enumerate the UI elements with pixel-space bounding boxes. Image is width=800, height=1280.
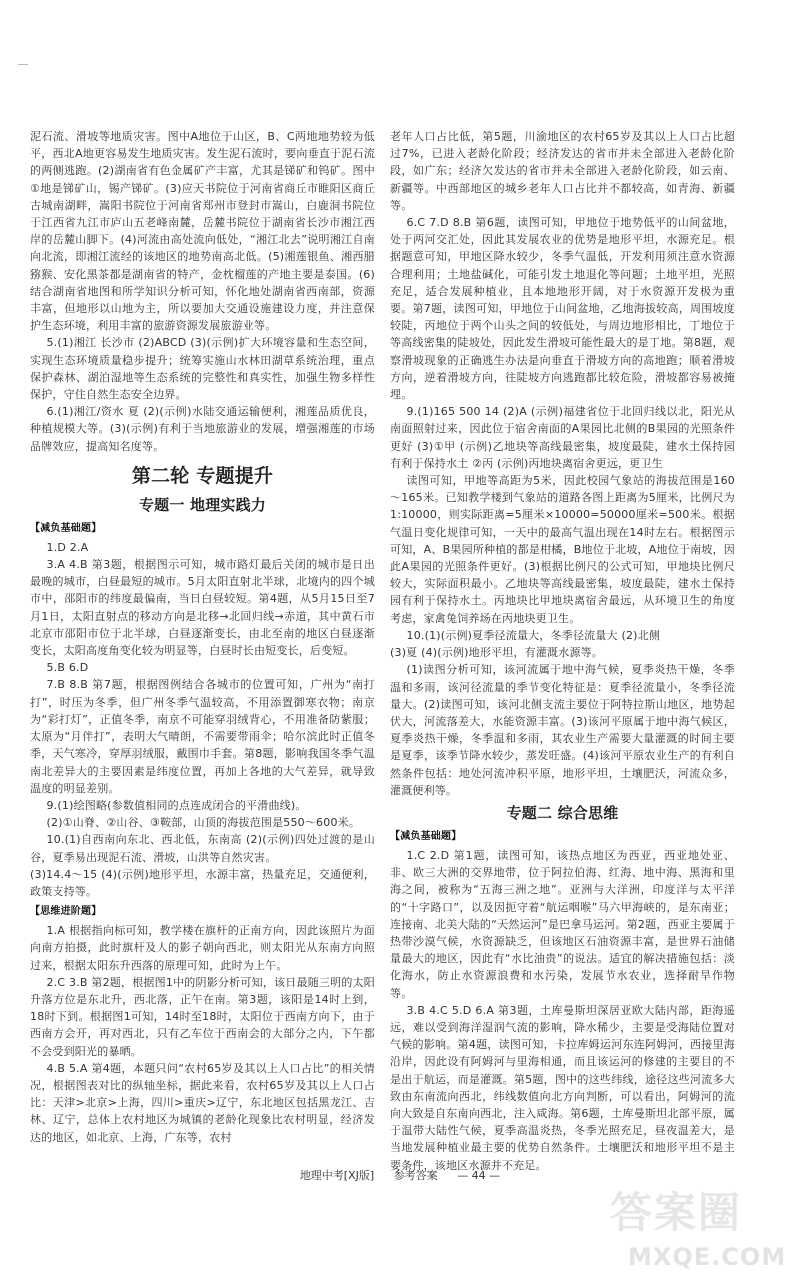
left-column (30, 128, 375, 1146)
watermark-text: 答案圈 (610, 1188, 743, 1237)
answer-line: 1.C 2.D 第1题，读图可知，该热点地区为西亚，西亚地处亚、非、欧三大洲的交界地带，位于阿拉伯海、红海、地中海、黑海和里海之间，被称为“五海三洲之地”。亚洲与大洋洲，印度洋与太平洋的“十字路口”，以及因扼守着“航运咽喉”马六甲海峡的，是东南亚；连接南、北美大陆的“天然运河”是巴拿马运河。第2题，西亚主要属于热带沙漠气候，水资源缺乏，但该地区石油资源丰富，是世界石油储量最大的地区，因此有“水比油贵”的说法。适宜的解决措施包括：淡化海水，防止水资源浪费和水污染，发展节水农业，选择耐旱作物等。 (390, 848, 735, 1000)
footer-section: 参考答案 (393, 1169, 438, 1182)
paragraph: 5.(1)湘江 长沙市 (2)ABCD (3)(示例)扩大环境容量和生态空间，实现生态环境质量稳步提升；统筹实施山水林田湖草系统治理，重点保护森林、湖泊湿地等生态系统的完整性和真实性，加强生物多样性保护，守住自然生态安全边界。 (30, 336, 375, 402)
explanation: (1)读图分析可知，该河流属于地中海气候，夏季炎热干燥，冬季温和多雨，该河径流量的季节变化特征是：夏季径流量小，冬季径流量大。(2)读图可知，该河北侧支流主要位于阿特拉斯山地区，地势起伏大，河流落差大，水能资源丰富。(3)该河平原属于地中海气候区，夏季炎热干燥，冬季温和多雨，其农业生产需要大量灌溉的时间主要是夏季，该季节降水较少，蒸发旺盛。(4)该河平原农业生产的有利自然条件包括：地处河流冲积平原，地形平坦，土壤肥沃，河流众多，灌溉便利等。 (390, 663, 735, 797)
page-number: — 44 — (457, 1169, 501, 1182)
answer-line: 2.C 3.B 第2题，根据图1中的阴影分析可知，该日最随三明的太阳升落方位是东北升，西北落，正午在南。第3题，该阳是14时上到，18时下到。根据图1可知，14时至18时，太阳位于西南方向下，由于西南方会开，再对西北，只有乙车位于西南会的大部分之内，下午都不会受到阳光的暴晒。 (30, 975, 375, 1058)
section-label: 【减负基础题】 (390, 830, 462, 842)
answer-line: 9.(1)绘图略(参数值相同的点连成闭合的平滑曲线)。 (46, 798, 307, 812)
watermark-url: MXQE.COM (628, 1243, 787, 1271)
paragraph: 老年人口占比低，第5题，川渝地区的农村65岁及其以上人口占比超过7%，已进入老龄化阶段；经济发达的省市并未全部进入老龄化阶段，如广东；经济欠发达的省市并未全部进入老龄化阶段，如云南、新疆等。中西部地区的城乡老年人口占比并不都较高，如青海、新疆等。 (390, 130, 735, 212)
footer-book-title: 地理中考[XJ版] (299, 1169, 375, 1182)
section-label: 【减负基础题】 (30, 522, 102, 534)
answer-line: 6.C 7.D 8.B 第6题，读图可知，甲地位于地势低平的山间盆地，处于两河交汇处，因此其发展农业的优势是地形平坦，水源充足。根据题意可知，甲地区降水较少，冬季气温低，开发利用须注意水资源合理利用；土地盐碱化，可能引发土地退化等问题；土地平坦，光照充足，适合发展种植业，且本地地形开阔，对于水资源开发极为重要。第7题，读图可知，甲地位于山间盆地，乙地海拔较高，周围坡度较陡，丙地位于两个山头之间的较低处，与周边地形相比，丁地位于等高线密集的陡坡处，因此发生滑坡可能性最大的是丁地。第8题，观察滑坡现象的正确逃生办法是向垂直于滑坡方向的高地跑；顺着滑坡方向，逆着滑坡方向，往陡坡方向逃跑都比较危险，滑坡都容易被掩埋。 (390, 216, 735, 402)
page-footer (0, 1167, 800, 1183)
answer-line: 9.(1)165 500 14 (2)A (示例)福建省位于北回归线以北，阳光从南面照射过来，因此位于宿舍南面的A果园比北侧的B果园的光照条件更好 (3)①甲 (示例)乙地块等高线最密集，坡度最陡，建水土保持园有利于保持水土 ②丙 (示例)丙地块离宿舍更远，更卫生 (390, 405, 735, 470)
answer-line: 10.(1)(示例)夏季径流量大，冬季径流量大 (2)北侧 (406, 628, 661, 642)
answer-line: 10.(1)自西南向东北、西北低，东南高 (2)(示例)四处过渡的是山谷，夏季易出现泥石流、滑坡，山洪等自然灾害。 (30, 833, 375, 864)
paragraph: 6.(1)湘江/资水 夏 (2)(示例)水陆交通运输便利，湘莲品质优良，种植规模大等。(3)(示例)有利于当地旅游业的发展，增强湘莲的市场品牌效应，提高知名度等。 (30, 405, 375, 453)
answer-line: 7.B 8.B 第7题，根据图例结合各城市的位置可知，广州为“南打打”，时压为冬季，但广州冬季气温较高，不用添置御寒衣物；南京为“彩打灯”，正值冬季，南京不可能穿羽绒背心，不用准备防紫服；太原为“月伴打”，表明大气晴朗，不需要带雨伞；哈尔滨此时正值冬季，天气寒冷，穿厚羽绒服，戴围巾手套。第8题，影响我国冬季气温南北差异大的主要因素是纬度位置，再加上各地的大气差异，就导致温度的明显差别。 (30, 678, 375, 795)
answer-line: 4.B 5.A 第4题，本题只问“农村65岁及其以上人口占比”的相关情况，根据图表对比的纵轴坐标，据此来看，农村65岁及其以上人口占比：天津>北京>上海，四川>重庆>辽宁，东北地区包括黑龙江、吉林、辽宁，总体上农村地区为城镇的老龄化现象比农村明显，经济发达的地区，如北京、上海，广东等，农村 (30, 1061, 375, 1144)
answer-line: 5.B 6.D (46, 661, 89, 675)
topic-title: 专题二 综合思维 (506, 803, 619, 822)
answer-line: 1.A 根据指向标可知，教学楼在旗杆的正南方向，因此该照片为面向南方拍摄，此时旗杆及人的影子朝向西北，则太阳光从东南方向照过来，根据太阳东升西落的原理可知，此时为上午。 (30, 924, 375, 972)
answer-line: (2)①山脊、②山谷、③鞍部，山顶的海拔范围是550～600米。 (46, 816, 361, 830)
round-title: 第二轮 专题提升 (131, 464, 274, 487)
answer-line: 1.D 2.A (46, 540, 89, 554)
paragraph: 泥石流、滑坡等地质灾害。图中A地位于山区，B、C两地地势较为低平，西北A地更容易发生地质灾害。发生泥石流时，要向垂直于泥石流的两侧逃跑。(2)湖南省有色金属矿产丰富，尤其是锑矿和钨矿。图中①地是锑矿山，锡产锑矿。(3)应天书院位于河南省商丘市睢阳区商丘古城南湖畔，嵩阳书院位于河南省郑州市登封市嵩山，白鹿洞书院位于江西省九江市庐山五老峰南麓，岳麓书院位于湖南省长沙市湘江西岸的岳麓山脚下。(4)河流由高处流向低处，“湘江北去”说明湘江自南向北流，即湘江流经的该地区的地势南高北低。(5)湘莲银鱼、湘西腊猕猴、安化黑茶都是湖南省的特产，金枕榴莲的产地主要是泰国。(6)结合湖南省地图和所学知识分析可知，怀化地处湖南省西南部，资源丰富，但地形以山地为主，所以要加大交通设施建设力度，并注意保护生态环境，利用丰富的旅游资源发展旅游业等。 (30, 130, 375, 333)
answer-line: 3.A 4.B 第3题，根据图示可知，城市路灯最后关闭的城市是日出最晚的城市，白昼最短的城市。5月太阳直射北半球，北境内的四个城市中，邵阳市的纬度最偏南，当日白昼较短。第4题，从5月15日至7月1日，太阳直射点的移动方向是北移→北回归线→赤道，其中黄石市北京市邵阳市位于北半球，白昼逐渐变长，由北至南的地区白昼逐渐变长，太阳高度角变化较为明显等，白昼时长由短变长，后变短。 (30, 558, 375, 658)
crop-mark (18, 64, 28, 65)
answer-line: 3.B 4.C 5.D 6.A 第3题，土库曼斯坦深居亚欧大陆内部，距海遥远，难以受到海洋湿润气流的影响，降水稀少，主要是受海陆位置对气候的影响。第4题，读图可知，卡拉库姆运河东连阿姆河，西接里海沿岸，因此设有阿姆河与里海相通，而且该运河的修建的主要目的不是出于航运，而是灌溉。第5题，图中的这些纬线，途径这些河流多大致由东南流向西北，纬线数值向北方向判断，可以看出，阿姆河的流向大致是自东南向西北，注入咸海。第6题，土库曼斯坦北部平原，属于温带大陆性气候，夏季高温炎热，冬季光照充足，昼夜温差大，是当地发展种植业最主要的优势自然条件。土壤肥沃和地形平坦不是主要条件，该地区水源并不充足。 (390, 1003, 735, 1172)
answer-line: (3)14.4～15 (4)(示例)地形平坦，水源丰富，热量充足，交通便利，政策支持等。 (30, 867, 375, 898)
explanation: 读图可知，甲地等高距为5米，因此校园气象站的海拔范围是160～165米。已知教学楼到气象站的道路各图上距离为5厘米，比例尺为1:10000，则实际距离=5厘米×10000=50000厘米=500米。根据气温日变化规律可知，一天中的最高气温出现在14时左右。根据图示可知，A、B果园所种植的都是柑橘，B地位于北坡，A地位于南坡，因此A果园的光照条件更好。(3)根据比例尺的公式可知，甲地块比例尺较大，实际面积最小。乙地块等高线最密集，坡度最陡，建水土保持园有利于保持水土。丙地块比甲地块离宿舍最远，从环境卫生的角度考虑，家禽兔饲养场在丙地块更卫生。 (390, 474, 735, 625)
right-column (390, 128, 735, 1174)
topic-title: 专题一 地理实践力 (138, 495, 267, 514)
watermark-logo (610, 1185, 785, 1275)
answer-line: (3)夏 (4)(示例)地形平坦，有灌溉水源等。 (390, 646, 604, 660)
section-label: 【思维进阶题】 (30, 906, 102, 918)
